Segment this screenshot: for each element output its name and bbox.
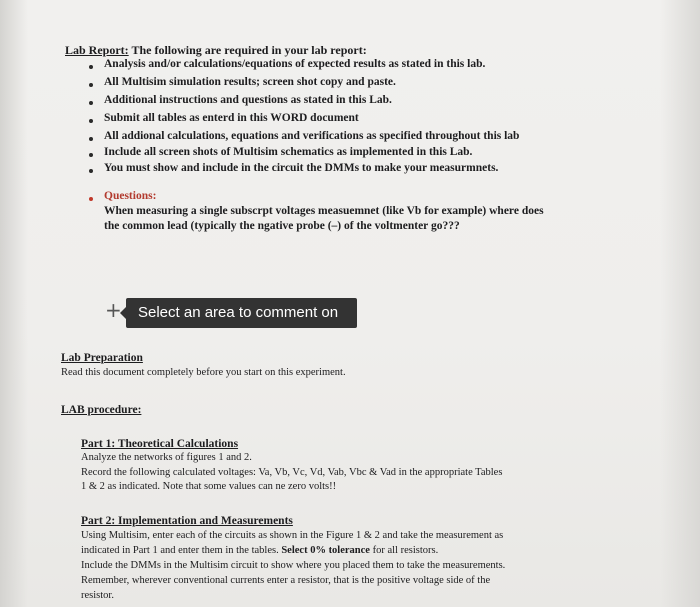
questions-label: Questions: xyxy=(104,190,157,202)
part2-line: Include the DMMs in the Multisim circuit to show where you placed them to take the measurements. xyxy=(81,560,506,571)
part2-line xyxy=(81,545,438,556)
part2-heading: Part 2: Implementation and Measurements xyxy=(81,515,293,527)
part2-line: Using Multisim, enter each of the circuits as shown in the Figure 1 & 2 and take the measurement as xyxy=(81,530,504,541)
lab-procedure-heading: LAB procedure: xyxy=(61,404,142,416)
bullet-dot xyxy=(89,101,93,105)
part1-line: Record the following calculated voltages: Va, Vb, Vc, Vd, Vab, Vbc & Vad in the appropriate Tables xyxy=(81,467,503,478)
lab-preparation-text: Read this document completely before you start on this experiment. xyxy=(61,367,346,378)
bullet-dot xyxy=(89,197,93,201)
lab-preparation-heading: Lab Preparation xyxy=(61,352,143,364)
question-line: When measuring a single subscrpt voltages measuemnet (like Vb for example) where does xyxy=(104,205,544,217)
tolerance-emphasis: Select 0% tolerance xyxy=(281,545,370,556)
bullet-dot xyxy=(89,119,93,123)
list-item: Include all screen shots of Multisim schematics as implemented in this Lab. xyxy=(104,146,473,158)
lab-report-intro: The following are required in your lab report: xyxy=(128,43,367,57)
part2-line-segment: indicated in Part 1 and enter them in the tables. xyxy=(81,545,282,556)
list-item: All addional calculations, equations and verifications as specified throughout this lab xyxy=(104,130,520,142)
list-item: You must show and include in the circuit the DMMs to make your measurmnets. xyxy=(104,162,499,174)
bullet-dot xyxy=(89,153,93,157)
question-line: the common lead (typically the ngative probe (–) of the voltmenter go??? xyxy=(104,220,460,232)
lab-report-heading: Lab Report: xyxy=(65,43,129,57)
lab-report-heading-line xyxy=(65,43,367,58)
bullet-dot xyxy=(89,169,93,173)
list-item: All Multisim simulation results; screen shot copy and paste. xyxy=(104,76,396,88)
bullet-dot xyxy=(89,83,93,87)
bullet-dot xyxy=(89,137,93,141)
part1-line: 1 & 2 as indicated. Note that some values can ne zero volts!! xyxy=(81,481,337,492)
part2-line: resistor. xyxy=(81,590,114,601)
list-item: Analysis and/or calculations/equations of expected results as stated in this lab. xyxy=(104,58,486,70)
part1-heading: Part 1: Theoretical Calculations xyxy=(81,438,239,450)
list-item: Additional instructions and questions as stated in this Lab. xyxy=(104,94,392,106)
part2-line: Remember, wherever conventional currents enter a resistor, that is the positive voltage side of the xyxy=(81,575,491,586)
add-comment-icon[interactable]: + xyxy=(105,298,122,322)
select-area-comment-button[interactable]: Select an area to comment on xyxy=(126,298,357,328)
part1-line: Analyze the networks of figures 1 and 2. xyxy=(81,452,252,463)
part2-line-segment: for all resistors. xyxy=(369,545,439,556)
list-item: Submit all tables as enterd in this WORD document xyxy=(104,112,359,124)
bullet-dot xyxy=(89,65,93,69)
